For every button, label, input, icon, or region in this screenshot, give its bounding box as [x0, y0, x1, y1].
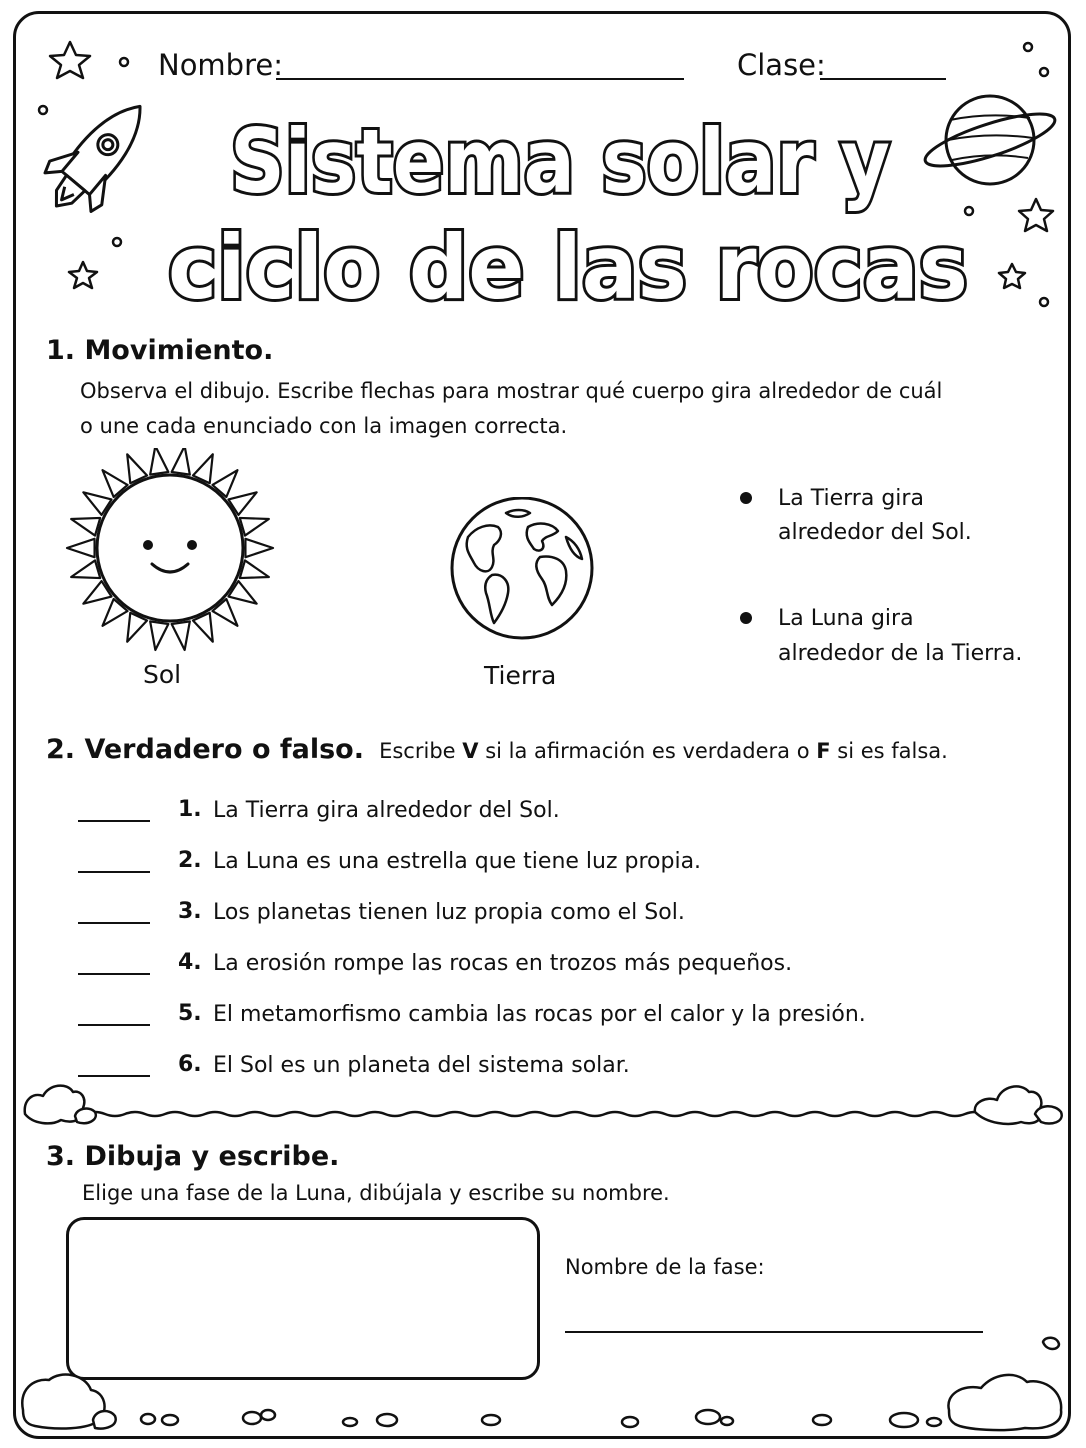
section3-heading: 3. Dibuja y escribe. — [46, 1141, 340, 1172]
item-text: La erosión rompe las rocas en trozos más pequeños. — [213, 951, 793, 976]
rock-icon — [975, 1086, 1042, 1123]
sun-ray — [71, 560, 100, 578]
class-label: Clase: — [737, 48, 826, 82]
answer-blank[interactable] — [78, 820, 150, 822]
item-text: El Sol es un planeta del sistema solar. — [213, 1053, 630, 1078]
earth-label: Tierra — [484, 661, 557, 690]
tf-item — [78, 844, 978, 884]
sun-icon — [60, 448, 290, 658]
title-line-1: Sistema solar y — [230, 110, 890, 213]
item-text: El metamorfismo cambia las rocas por el calor y la presión. — [213, 1002, 866, 1027]
answer-blank[interactable] — [78, 973, 150, 975]
bottom-rocks — [15, 1330, 1073, 1435]
sun-ray — [172, 448, 190, 475]
rock-icon — [75, 1109, 96, 1124]
tf-item — [78, 793, 978, 833]
tf-item — [78, 895, 978, 935]
section1-instruction-line1: Observa el dibujo. Escribe flechas para mostrar qué cuerpo gira alrededor de cuál — [80, 379, 943, 403]
sun-ray — [245, 539, 273, 557]
section2-heading: 2. Verdadero o falso. — [46, 734, 364, 765]
statement-1-line2: alrededor del Sol. — [778, 520, 972, 545]
section2-header — [46, 734, 948, 765]
star-icon — [50, 42, 90, 78]
bullet-icon — [740, 492, 752, 504]
item-number: 5. — [178, 1001, 202, 1026]
sun-ray — [240, 560, 269, 578]
item-number: 4. — [178, 950, 202, 975]
sun-ray — [71, 518, 100, 536]
answer-blank[interactable] — [78, 871, 150, 873]
sun-ray — [67, 539, 95, 557]
statement-1-line1: La Tierra gira — [778, 486, 924, 511]
rock-divider — [15, 1076, 1073, 1136]
statement-2-line2: alrededor de la Tierra. — [778, 641, 1023, 666]
sun-ray — [150, 621, 168, 650]
item-number: 2. — [178, 848, 202, 873]
item-text: La Luna es una estrella que tiene luz propia. — [213, 849, 702, 874]
answer-blank[interactable] — [78, 922, 150, 924]
title-line-2: ciclo de las rocas — [168, 216, 968, 319]
rock-icon — [93, 1411, 116, 1428]
tf-item — [78, 946, 978, 986]
section2-instruction: Escribe V si la afirmación es verdadera o F si es falsa. — [379, 739, 948, 763]
item-number: 1. — [178, 797, 202, 822]
sun-ray — [172, 621, 190, 650]
tf-item — [78, 997, 978, 1037]
sun-label: Sol — [143, 660, 182, 689]
item-number: 6. — [178, 1052, 202, 1077]
rock-icon — [1035, 1106, 1062, 1123]
section3-instruction: Elige una fase de la Luna, dibújala y escribe su nombre. — [82, 1181, 670, 1205]
page-title — [0, 100, 1086, 320]
sun-ray — [240, 518, 269, 536]
answer-blank[interactable] — [78, 1024, 150, 1026]
name-label: Nombre: — [158, 48, 283, 82]
bullet-icon — [740, 612, 752, 624]
earth-icon — [448, 497, 598, 642]
item-text: Los planetas tienen luz propia como el Sol. — [213, 900, 685, 925]
section1-heading: 1. Movimiento. — [46, 335, 274, 366]
item-number: 3. — [178, 899, 202, 924]
statement-2-line1: La Luna gira — [778, 606, 914, 631]
rock-icon — [948, 1375, 1061, 1430]
phase-name-label: Nombre de la fase: — [565, 1255, 765, 1279]
item-text: La Tierra gira alrededor del Sol. — [213, 798, 560, 823]
rock-icon — [1043, 1338, 1059, 1349]
section1-instruction-line2: o une cada enunciado con la imagen correcta. — [80, 414, 568, 438]
sun-ray — [150, 448, 168, 475]
